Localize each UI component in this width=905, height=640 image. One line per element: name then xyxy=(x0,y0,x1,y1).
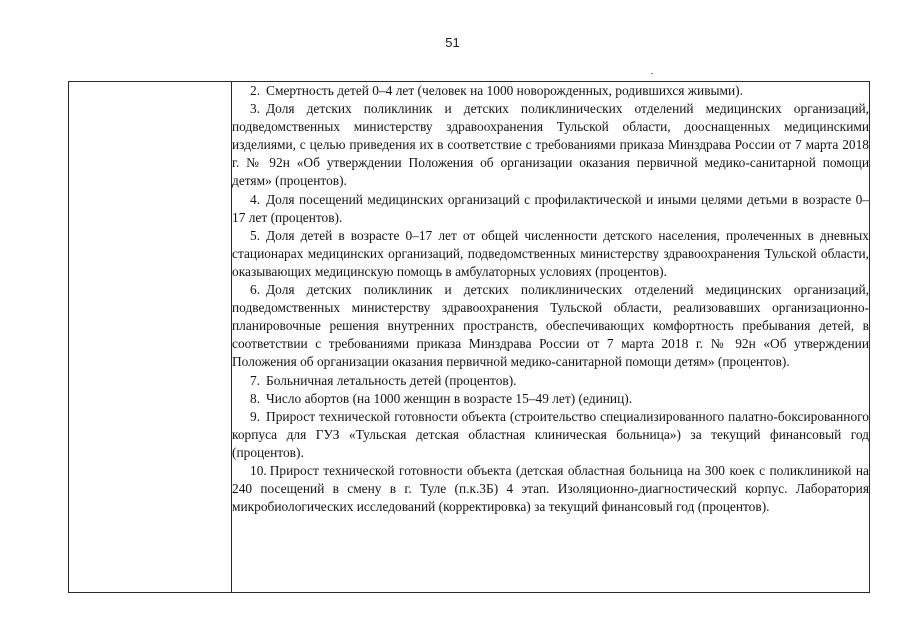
indicator-item-9 xyxy=(232,408,869,462)
indicator-item-2 xyxy=(232,82,869,100)
indicator-item-4 xyxy=(232,191,869,227)
item-text: Больничная летальность детей (процентов). xyxy=(266,372,517,388)
item-text: Число абортов (на 1000 женщин в возрасте 15–49 лет) (единиц). xyxy=(266,390,633,406)
indicator-item-8 xyxy=(232,390,869,408)
item-text: Доля посещений медицинских организаций с профилактической и иными целями детьми в возрасте 0–17 лет (процентов). xyxy=(232,191,869,225)
indicator-item-6 xyxy=(232,281,869,371)
item-text: Доля детских поликлиник и детских поликлинических отделений медицинских организаций, подведомственных министерству здравоохранения Тульской области, реализовавших организационно-планировочные решения внутренних пространств, обеспечивающих комфортность пребывания детей, в соответствии с требованиями приказа Минздрава России от 7 марта 2018 г. № 92н «Об утверждении Положения об организации оказания первичной медико-санитарной помощи детям» (процентов). xyxy=(232,282,869,370)
scan-speck xyxy=(651,73,653,74)
item-number: 4. xyxy=(250,191,261,207)
item-number: 3. xyxy=(250,101,261,117)
page-number: 51 xyxy=(445,35,460,50)
item-text: Смертность детей 0–4 лет (человек на 1000 новорожденных, родившихся живыми). xyxy=(266,83,743,98)
item-number: 10. xyxy=(250,462,267,478)
indicator-item-3 xyxy=(232,100,869,190)
item-number: 5. xyxy=(250,227,261,243)
item-text: Доля детских поликлиник и детских поликлинических отделений медицинских организаций, подведомственных министерству здравоохранения Тульской области, дооснащенных медицинскими изделиями, с целью приведения их в соответствие с требованиями приказа Минздрава России от 7 марта 2018 г. № 92н «Об утверждении Положения об организации оказания первичной медико-санитарной помощи детям» (процентов). xyxy=(232,101,869,189)
item-number: 6. xyxy=(250,282,261,298)
item-number: 8. xyxy=(250,390,261,406)
table-row xyxy=(69,82,870,593)
item-text: Прирост технической готовности объекта (детская областная больница на 300 коек с поликлиникой на 240 посещений в смену в г. Туле (п.к.3Б) 4 этап. Изоляционно-диагностический корпус. Лаборатория микробиологических исследований (корректировка) за текущий финансовый год (процентов). xyxy=(232,462,869,515)
indicator-item-10 xyxy=(232,462,869,516)
item-text: Прирост технической готовности объекта (строительство специализированного палатно-боксированного корпуса для ГУЗ «Тульская детская областная клиническая больница») за текущий финансовый год (процентов). xyxy=(232,408,869,460)
item-number: 7. xyxy=(250,372,261,388)
empty-left-cell xyxy=(69,82,232,593)
item-text: Доля детей в возрасте 0–17 лет от общей численности детского населения, пролеченных в дневных стационарах медицинских организаций, подведомственных министерству здравоохранения Тульской области, оказывающих медицинскую помощь в амбулаторных условиях (процентов). xyxy=(232,227,869,279)
item-number: 2. xyxy=(250,83,261,98)
item-number: 9. xyxy=(250,408,261,424)
indicator-item-5 xyxy=(232,227,869,281)
indicators-cell xyxy=(232,82,870,593)
indicators-table xyxy=(68,81,870,593)
indicator-item-7 xyxy=(232,372,869,390)
